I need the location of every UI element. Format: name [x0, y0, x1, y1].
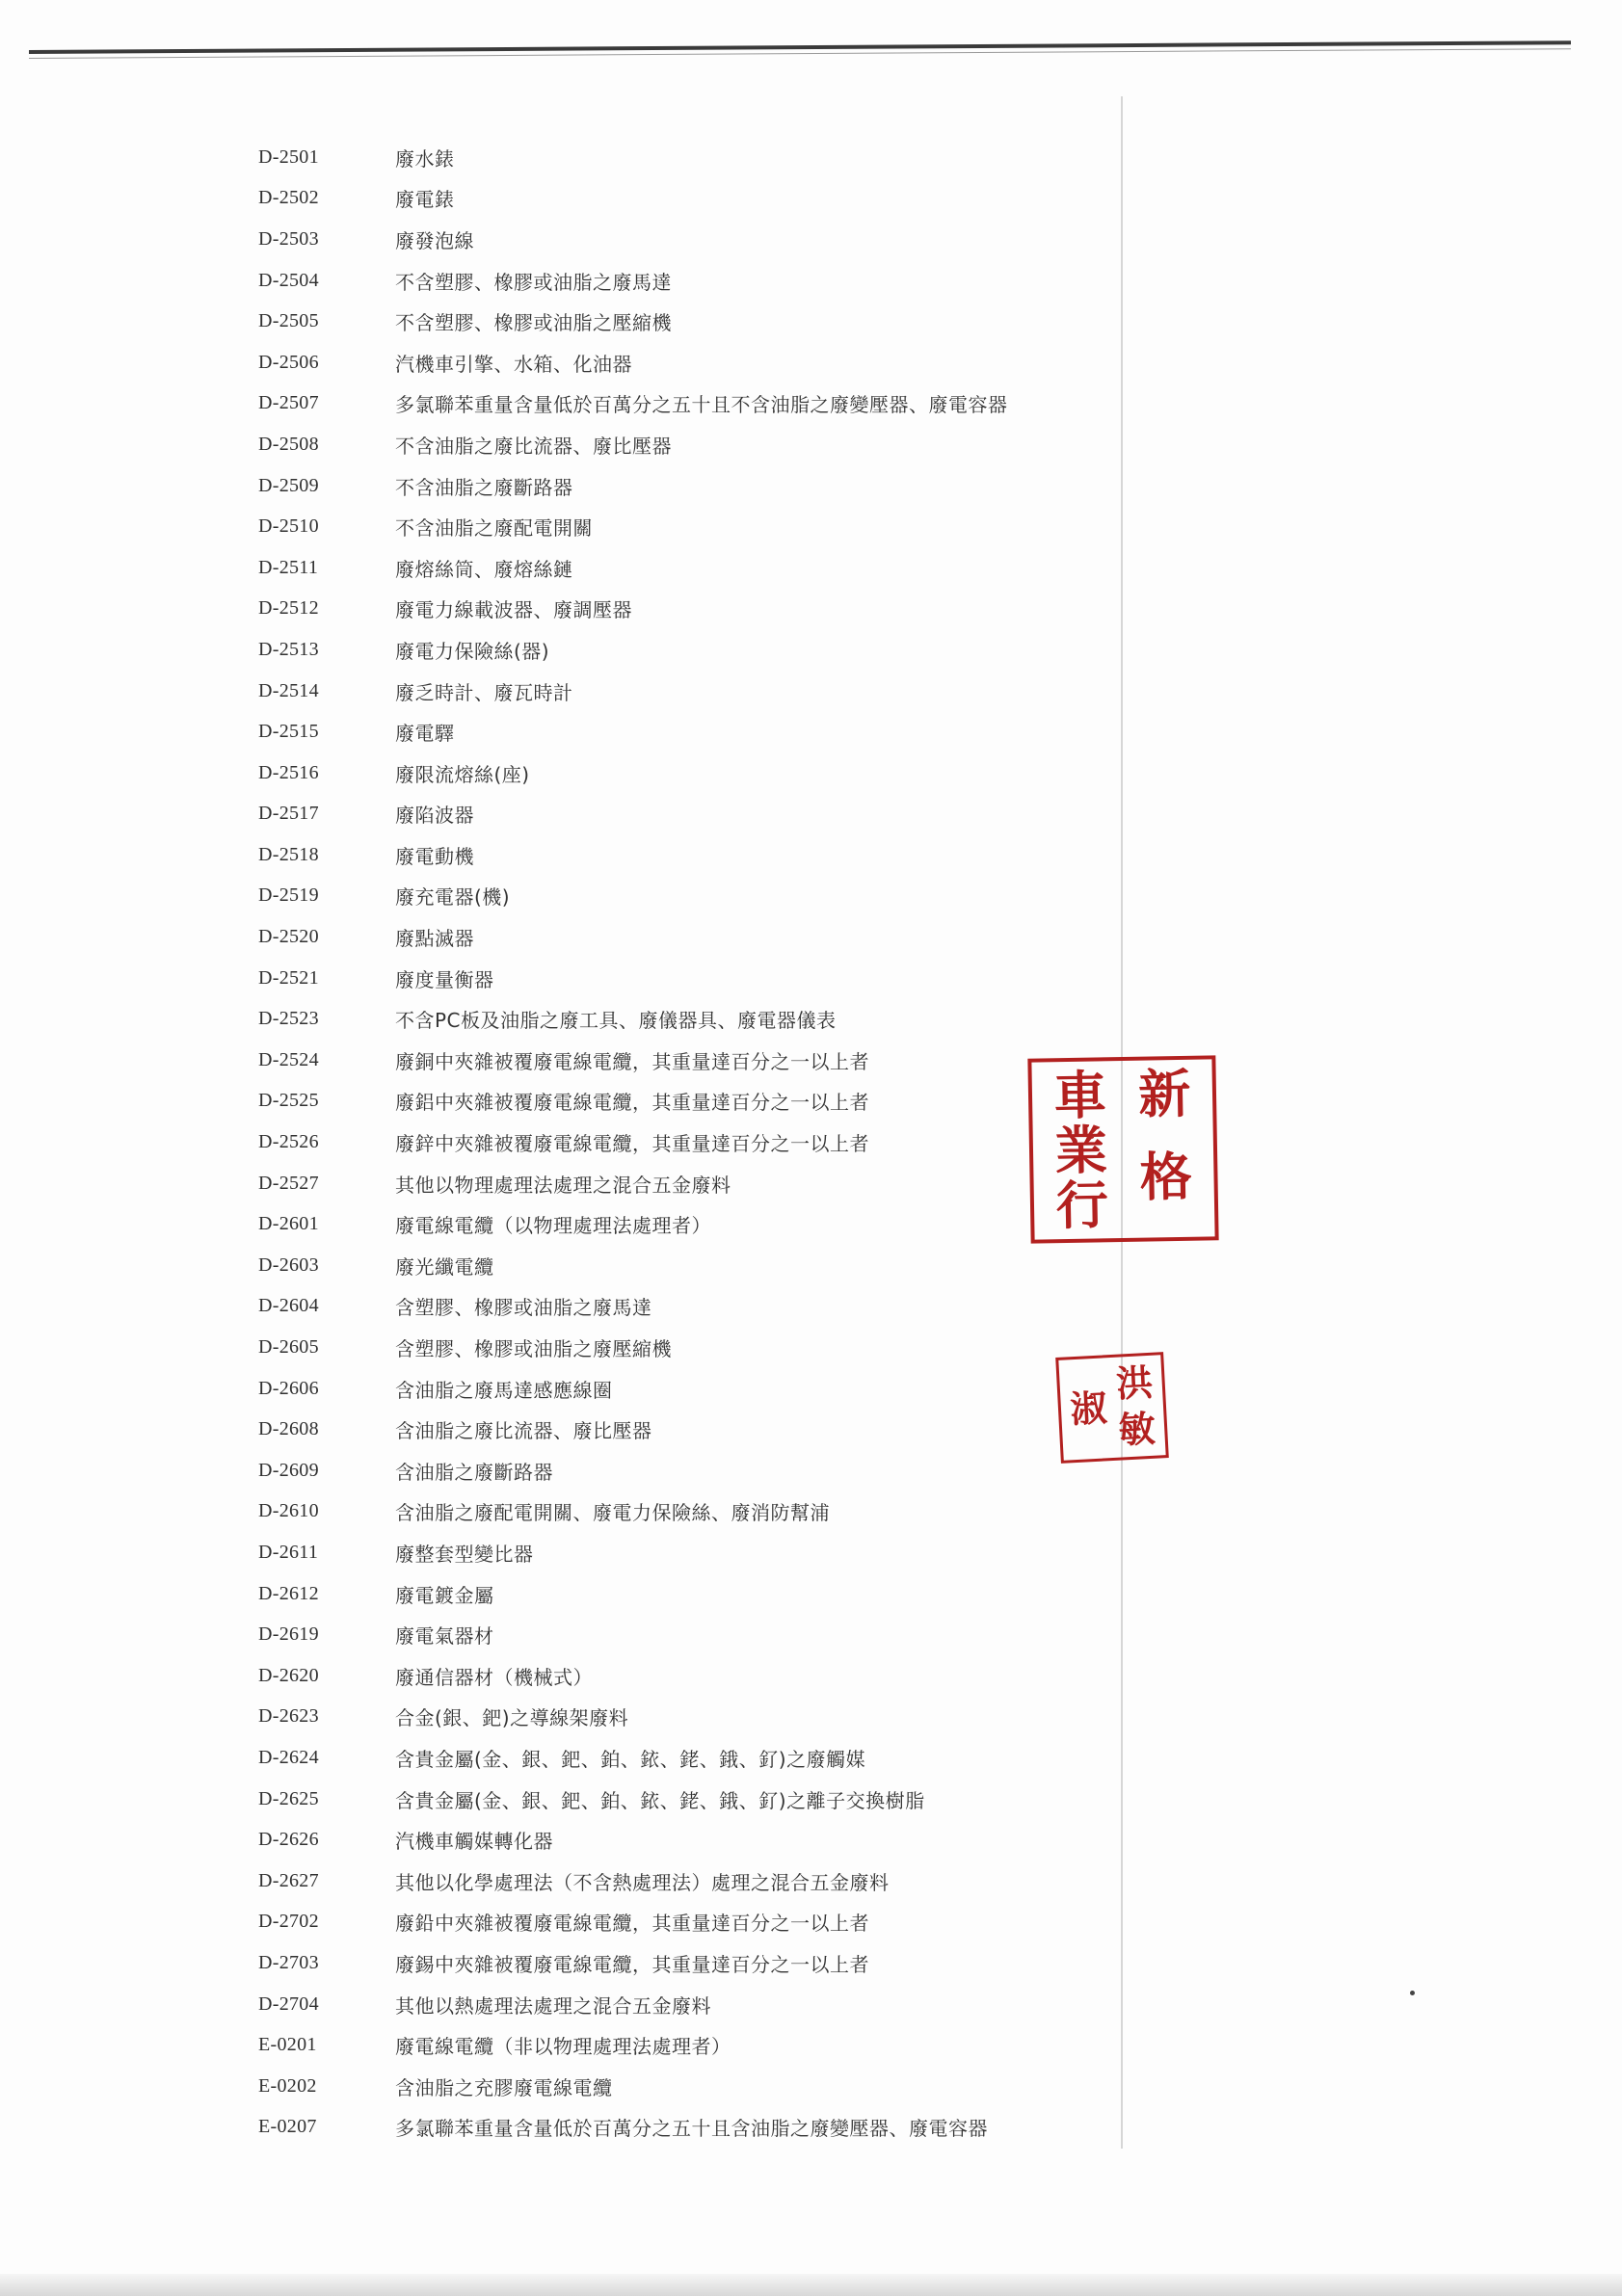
waste-code: D-2511: [258, 556, 319, 578]
waste-code: D-2514: [258, 679, 319, 701]
waste-description: 廢熔絲筒、廢熔絲鏈: [395, 557, 573, 581]
waste-code-row: [258, 752, 1126, 794]
waste-description: 多氯聯苯重量含量低於百萬分之五十且不含油脂之廢變壓器、廢電容器: [395, 393, 1008, 417]
waste-code-row: [258, 1942, 1126, 1984]
waste-description: 廢鋁中夾雜被覆廢電線電纜，其重量達百分之一以上者: [395, 1091, 869, 1115]
waste-description: 廢發泡線: [395, 228, 474, 252]
waste-description: 其他以物理處理法處理之混合五金廢料: [395, 1173, 731, 1197]
waste-code: D-2612: [258, 1582, 319, 1604]
waste-code: E-0202: [258, 2074, 317, 2097]
waste-code: D-2526: [258, 1131, 319, 1153]
seal-char: 新: [1137, 1062, 1191, 1125]
waste-description: 廢電線電纜（以物理處理法處理者）: [395, 1214, 711, 1238]
waste-code-row: [258, 137, 1126, 178]
waste-code-row: [258, 1861, 1126, 1902]
waste-code: D-2515: [258, 721, 319, 743]
waste-description: 不含塑膠、橡膠或油脂之壓縮機: [395, 311, 672, 335]
seal-char: 車: [1053, 1063, 1107, 1126]
waste-code-row: [258, 876, 1126, 917]
waste-code: D-2506: [258, 351, 319, 373]
waste-code: D-2609: [258, 1459, 319, 1481]
waste-code: D-2502: [258, 187, 319, 209]
waste-description: 廢光纖電纜: [395, 1254, 494, 1279]
waste-code: D-2503: [258, 227, 319, 250]
waste-description: 汽機車引擎、水箱、化油器: [395, 352, 632, 376]
waste-code-row: [258, 1122, 1126, 1163]
waste-code: D-2623: [258, 1705, 319, 1728]
waste-code: D-2513: [258, 638, 319, 660]
waste-description: 不含PC板及油脂之廢工具、廢儀器具、廢電器儀表: [395, 1009, 837, 1033]
waste-description: 多氯聯苯重量含量低於百萬分之五十且含油脂之廢變壓器、廢電容器: [395, 2117, 988, 2141]
waste-code-row: [258, 342, 1126, 383]
waste-description: 廢充電器(機): [395, 885, 511, 910]
waste-code: D-2501: [258, 145, 319, 168]
waste-description: 含油脂之廢馬達感應線圈: [395, 1378, 613, 1402]
waste-description: 廢電氣器材: [395, 1624, 494, 1649]
waste-code-row: [258, 1163, 1126, 1204]
waste-description: 含油脂之廢配電開關、廢電力保險絲、廢消防幫浦: [395, 1501, 830, 1525]
waste-description: 廢鉛中夾雜被覆廢電線電纜，其重量達百分之一以上者: [395, 1912, 869, 1936]
waste-code: D-2606: [258, 1377, 319, 1399]
waste-code-row: [258, 671, 1126, 712]
waste-code: E-0201: [258, 2034, 317, 2056]
waste-description: 廢電線電纜（非以物理處理法處理者）: [395, 2035, 731, 2059]
waste-code: D-2604: [258, 1295, 319, 1317]
waste-description: 不含油脂之廢配電開關: [395, 516, 593, 541]
waste-code-row: [258, 1779, 1126, 1820]
waste-code: D-2619: [258, 1623, 319, 1646]
waste-description: 含貴金屬(金、銀、鈀、鉑、銥、銠、鋨、釕)之廢觸媒: [395, 1747, 866, 1771]
seal-char: 淑: [1069, 1386, 1108, 1432]
waste-code-row: [258, 424, 1126, 465]
waste-description: 不含油脂之廢斷路器: [395, 475, 573, 499]
seal-char: 格: [1139, 1145, 1193, 1208]
waste-code-row: [258, 629, 1126, 671]
waste-code-row: [258, 301, 1126, 342]
company-seal: [1027, 1055, 1218, 1243]
waste-description: 廢錫中夾雜被覆廢電線電纜，其重量達百分之一以上者: [395, 1952, 869, 1976]
waste-description: 廢電力保險絲(器): [395, 639, 550, 663]
waste-code: D-2519: [258, 884, 319, 907]
waste-description: 廢通信器材（機械式）: [395, 1665, 593, 1689]
waste-code-row: [258, 1368, 1126, 1410]
waste-code-row: [258, 1697, 1126, 1738]
waste-code-row: [258, 589, 1126, 630]
waste-code: D-2601: [258, 1213, 319, 1235]
waste-code-row: [258, 1614, 1126, 1655]
waste-code-row: [258, 834, 1126, 876]
waste-code-row: [258, 506, 1126, 547]
waste-code-row: [258, 383, 1126, 425]
waste-code-row: [258, 2107, 1126, 2149]
waste-code-row: [258, 465, 1126, 507]
waste-code: D-2508: [258, 433, 319, 455]
waste-code-row: [258, 1902, 1126, 1943]
waste-code-row: [258, 1819, 1126, 1861]
waste-code: D-2605: [258, 1336, 319, 1359]
waste-description: 其他以熱處理法處理之混合五金廢料: [395, 1993, 711, 2018]
scan-bottom-edge: [0, 2274, 1622, 2296]
waste-code-row: [258, 1409, 1126, 1450]
waste-code: D-2702: [258, 1911, 319, 1933]
waste-description: 廢點滅器: [395, 927, 474, 951]
seal-char: 行: [1055, 1174, 1109, 1237]
waste-code-row: [258, 998, 1126, 1040]
waste-code: D-2620: [258, 1664, 319, 1686]
waste-code: D-2625: [258, 1787, 319, 1809]
waste-description: 廢電驛: [395, 722, 455, 746]
waste-code: D-2507: [258, 392, 319, 414]
waste-code-row: [258, 2066, 1126, 2107]
waste-code: D-2523: [258, 1008, 319, 1030]
waste-code-row: [258, 1655, 1126, 1697]
seal-char: 敏: [1117, 1406, 1157, 1452]
waste-description: 含塑膠、橡膠或油脂之廢馬達: [395, 1296, 652, 1320]
waste-code-row: [258, 794, 1126, 835]
waste-code-row: [258, 219, 1126, 260]
waste-description: 含油脂之充膠廢電線電纜: [395, 2075, 613, 2099]
waste-code-row: [258, 2024, 1126, 2066]
header-rule: [29, 40, 1571, 54]
waste-code: D-2704: [258, 1993, 319, 2015]
waste-code: D-2504: [258, 269, 319, 291]
waste-description: 含油脂之廢斷路器: [395, 1460, 553, 1484]
waste-description: 廢銅中夾雜被覆廢電線電纜，其重量達百分之一以上者: [395, 1049, 869, 1073]
waste-code: D-2603: [258, 1254, 319, 1276]
waste-code-row: [258, 1203, 1126, 1245]
waste-code-row: [258, 547, 1126, 589]
waste-description: 廢整套型變比器: [395, 1542, 534, 1566]
seal-char: 業: [1054, 1119, 1108, 1182]
waste-code: D-2505: [258, 310, 319, 332]
waste-code: E-0207: [258, 2116, 317, 2138]
waste-description: 廢電錶: [395, 188, 455, 212]
waste-code: D-2525: [258, 1090, 319, 1112]
waste-code-row: [258, 178, 1126, 220]
waste-code-row: [258, 1573, 1126, 1615]
waste-code: D-2624: [258, 1746, 319, 1768]
waste-description: 廢陷波器: [395, 804, 474, 828]
waste-description: 含油脂之廢比流器、廢比壓器: [395, 1419, 652, 1443]
personal-seal: [1055, 1352, 1169, 1464]
waste-code: D-2610: [258, 1500, 319, 1522]
seal-char: 洪: [1115, 1359, 1155, 1406]
waste-description: 廢度量衡器: [395, 967, 494, 991]
waste-code: D-2611: [258, 1541, 319, 1563]
waste-code-row: [258, 1491, 1126, 1533]
waste-code-row: [258, 1040, 1126, 1081]
waste-code-row: [258, 958, 1126, 999]
waste-description: 廢電鍍金屬: [395, 1583, 494, 1607]
waste-code: D-2627: [258, 1869, 319, 1891]
waste-code-row: [258, 1327, 1126, 1368]
waste-code-list: [258, 137, 1126, 2148]
waste-description: 含貴金屬(金、銀、鈀、鉑、銥、銠、鋨、釕)之離子交換樹脂: [395, 1788, 925, 1812]
waste-code: D-2518: [258, 843, 319, 865]
waste-description: 含塑膠、橡膠或油脂之廢壓縮機: [395, 1337, 672, 1361]
waste-description: 不含塑膠、橡膠或油脂之廢馬達: [395, 270, 672, 294]
waste-description: 汽機車觸媒轉化器: [395, 1830, 553, 1854]
waste-code: D-2510: [258, 515, 319, 538]
waste-code-row: [258, 1286, 1126, 1328]
waste-code: D-2520: [258, 926, 319, 948]
waste-code-row: [258, 711, 1126, 752]
waste-code-row: [258, 1450, 1126, 1491]
waste-code: D-2516: [258, 761, 319, 783]
waste-code-row: [258, 1081, 1126, 1122]
waste-code: D-2512: [258, 597, 319, 620]
waste-code-row: [258, 1532, 1126, 1573]
waste-description: 合金(銀、鈀)之導線架廢料: [395, 1706, 629, 1730]
waste-code: D-2703: [258, 1951, 319, 1973]
waste-code-row: [258, 1737, 1126, 1779]
waste-description: 廢限流熔絲(座): [395, 762, 530, 786]
waste-code: D-2626: [258, 1829, 319, 1851]
waste-code-row: [258, 260, 1126, 302]
waste-code-row: [258, 916, 1126, 958]
waste-description: 不含油脂之廢比流器、廢比壓器: [395, 434, 672, 458]
waste-code: D-2521: [258, 966, 319, 989]
waste-code: D-2509: [258, 474, 319, 496]
waste-description: 廢乏時計、廢瓦時計: [395, 680, 573, 704]
waste-description: 廢鋅中夾雜被覆廢電線電纜，其重量達百分之一以上者: [395, 1132, 869, 1156]
waste-description: 廢電動機: [395, 844, 474, 868]
waste-description: 廢水錶: [395, 146, 455, 171]
waste-description: 其他以化學處理法（不含熱處理法）處理之混合五金廢料: [395, 1870, 890, 1894]
waste-code: D-2524: [258, 1048, 319, 1070]
waste-code-row: [258, 1245, 1126, 1286]
waste-code: D-2527: [258, 1172, 319, 1194]
scan-speck: [1410, 1991, 1415, 1995]
waste-code-row: [258, 1984, 1126, 2025]
waste-description: 廢電力線載波器、廢調壓器: [395, 598, 632, 622]
waste-code: D-2517: [258, 803, 319, 825]
waste-code: D-2608: [258, 1418, 319, 1440]
